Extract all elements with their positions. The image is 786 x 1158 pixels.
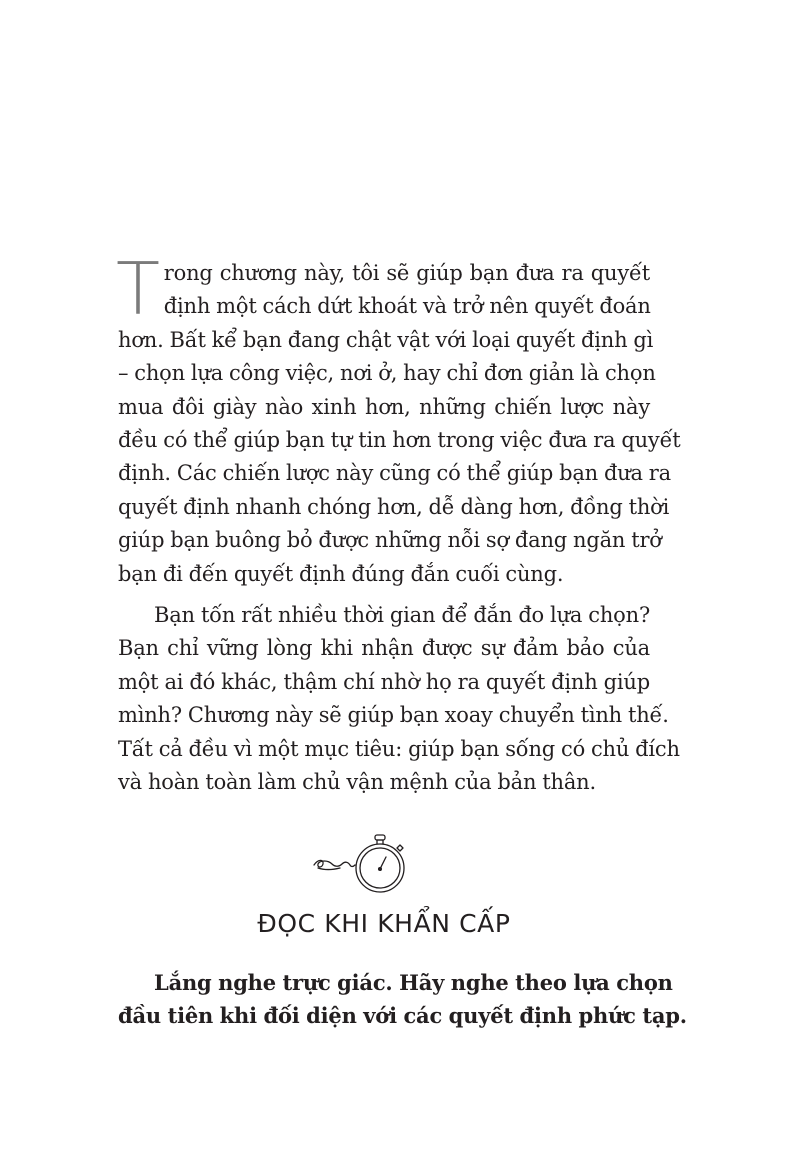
drop-cap: T <box>116 247 160 331</box>
paragraph-line: định. Các chiến lược này cũng có thể giúp bạn đưa ra <box>118 461 671 486</box>
paragraph-line: và hoàn toàn làm chủ vận mệnh của bản thân. <box>118 770 596 795</box>
paragraph-line: giúp bạn buông bỏ được những nỗi sợ đang ngăn trở <box>118 528 662 553</box>
paragraph-line: Bạn tốn rất nhiều thời gian để đắn đo lựa chọn? <box>154 603 650 627</box>
paragraph-3 <box>118 966 687 1033</box>
intro-paragraph <box>116 247 681 591</box>
paragraph-line: Lắng nghe trực giác. Hãy nghe theo lựa chọn <box>154 970 673 995</box>
paragraph-line: đầu tiên khi đối diện với các quyết định phức tạp. <box>118 1003 687 1029</box>
paragraph-line: định một cách dứt khoát và trở nên quyết đoán <box>163 294 651 319</box>
emergency-paragraph <box>118 966 687 1033</box>
paragraph-line: Bạn chỉ vững lòng khi nhận được sự đảm bảo của <box>118 636 650 661</box>
second-paragraph <box>118 599 680 799</box>
paragraph-line: mình? Chương này sẽ giúp bạn xoay chuyển tình thế. <box>118 703 669 728</box>
paragraph-line: hơn. Bất kể bạn đang chật vật với loại quyết định gì <box>118 327 654 352</box>
paragraph-2 <box>118 599 680 799</box>
paragraph-line: đều có thể giúp bạn tự tin hơn trong việc đưa ra quyết <box>118 428 681 453</box>
paragraph-1 <box>116 247 681 591</box>
paragraph-line: rong chương này, tôi sẽ giúp bạn đưa ra quyết <box>163 261 650 285</box>
paragraph-line: quyết định nhanh chóng hơn, dễ dàng hơn, đồng thời <box>118 494 670 519</box>
paragraph-line: mua đôi giày nào xinh hơn, những chiến lược này <box>118 394 650 419</box>
section-heading: ĐỌC KHI KHẨN CẤP <box>257 909 511 938</box>
paragraph-line: một ai đó khác, thậm chí nhờ họ ra quyết định giúp <box>118 669 650 694</box>
paragraph-line: – chọn lựa công việc, nơi ở, hay chỉ đơn giản là chọn <box>118 361 656 386</box>
paragraph-line: Tất cả đều vì một mục tiêu: giúp bạn sống có chủ đích <box>118 736 680 761</box>
stopwatch-icon <box>312 832 412 898</box>
paragraph-line: bạn đi đến quyết định đúng đắn cuối cùng. <box>118 561 564 586</box>
